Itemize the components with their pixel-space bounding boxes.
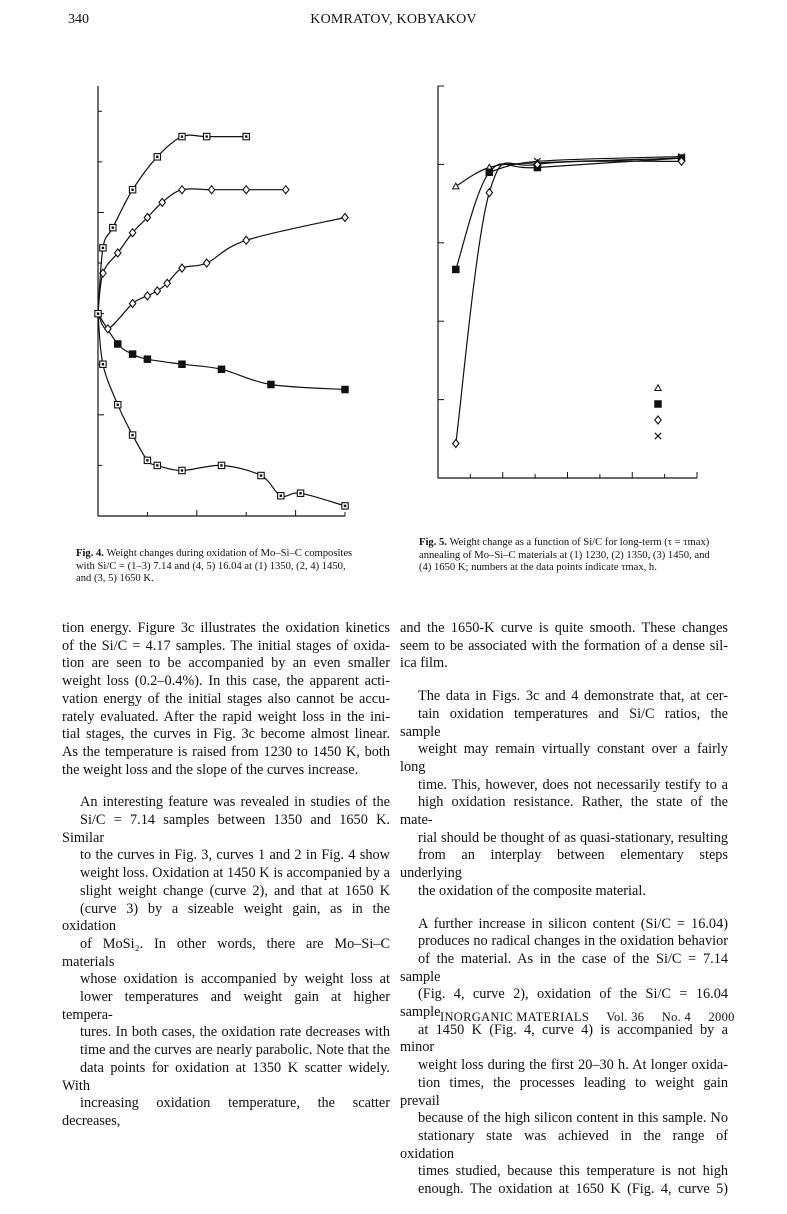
series-5-point-center — [181, 135, 183, 137]
body-left-column — [62, 620, 390, 1146]
page-number: 340 — [68, 12, 89, 27]
series-3-point — [486, 189, 492, 197]
text-line: of the material. As in the case of the Si/C = 7.14 sample — [400, 950, 728, 985]
text-line: of the Si/C = 4.17 samples. The initial stages of oxida- — [62, 637, 390, 654]
series-3-line — [98, 189, 286, 314]
text-line: weight loss (0.2–0.4%). In this case, the apparent acti- — [62, 673, 390, 690]
series-3-point — [159, 198, 165, 206]
series-1-point-center — [260, 474, 262, 476]
series-3-point — [453, 440, 459, 448]
text-line: Si/C = 7.14 samples between 1350 and 1650 K. Similar — [62, 812, 390, 846]
paragraph — [400, 620, 728, 673]
figure-4-caption-text: Weight changes during oxidation of Mo–Si–C composites with Si/C = (1–3) 7.14 and (4, 5) 16.04 at (1) 1350, (2, 4) 1450, and (3, 5) 1650 K. — [76, 548, 353, 585]
series-1-point-center — [181, 469, 183, 471]
footer-journal: INORGANIC MATERIALS — [440, 1010, 590, 1024]
series-3-line — [456, 161, 682, 443]
legend-marker-4 — [655, 433, 661, 439]
text-line: As the temperature is raised from 1230 to 1450 K, both — [62, 743, 390, 760]
footer-issue: No. 4 — [661, 1010, 692, 1024]
series-1-point-center — [280, 495, 282, 497]
text-line: The data in Figs. 3c and 4 demonstrate that, at cer- — [418, 688, 728, 705]
series-1-point-center — [117, 404, 119, 406]
series-2-point — [453, 266, 459, 272]
series-2-point — [218, 366, 224, 372]
series-3-point — [179, 186, 185, 194]
text-line: rately evaluated. After the rapid weight loss in the ini- — [62, 708, 390, 725]
text-line: vation energy of the initial stages also cannot be accu- — [62, 690, 390, 707]
figure-5-caption-label: Fig. 5. — [419, 537, 447, 548]
figure-5-caption — [419, 537, 719, 575]
text-line: and the 1650-K curve is quite smooth. These changes — [400, 620, 728, 636]
figure-5-caption-text: Weight change as a function of Si/C for long-term (τ = τmax) annealing of Mo–Si–C materials at (1) 1230, (2) 1350, (3) 1450, and (4) 1650 K; numbers at the data points indicate τmax, h. — [419, 537, 710, 574]
paragraph — [62, 794, 390, 1130]
text-line: time and the curves are nearly parabolic. Note that the — [80, 1042, 390, 1059]
text-line: from an interplay between elementary steps underlying — [400, 847, 728, 882]
text-line: high oxidation resistance. Rather, the state of the mate- — [400, 794, 728, 829]
series-1-point-center — [156, 464, 158, 466]
series-5-point-center — [131, 189, 133, 191]
series-3-point — [208, 186, 214, 194]
text-line: (Fig. 4, curve 2), oxidation of the Si/C = 16.04 sample — [400, 986, 728, 1021]
series-5-point-center — [112, 226, 114, 228]
series-2-point — [342, 386, 348, 392]
paragraph — [62, 620, 390, 779]
footer-volume: Vol. 36 — [606, 1010, 645, 1024]
text-line: tion energy. Figure 3c illustrates the oxidation kinetics — [62, 620, 390, 636]
series-2-point — [144, 356, 150, 362]
text-line: time. This, however, does not necessarily testify to a — [418, 776, 728, 793]
series-2-point — [115, 341, 121, 347]
series-1-line — [98, 314, 345, 506]
origin-point-center — [97, 312, 99, 314]
series-1-point-center — [131, 434, 133, 436]
text-line: A further increase in silicon content (Si/C = 16.04) — [418, 915, 728, 932]
series-3-point — [283, 186, 289, 194]
text-line: to the curves in Fig. 3, curves 1 and 2 in Fig. 4 show — [80, 847, 390, 864]
series-4-point — [179, 264, 185, 272]
text-line: tion are seen to be accompanied by an even smaller — [62, 655, 390, 672]
text-line: (curve 3) by a sizeable weight gain, as in the oxidation — [62, 900, 390, 935]
text-line: whose oxidation is accompanied by weight loss at — [80, 971, 390, 988]
text-line: stationary state was achieved in the range of oxidation — [400, 1127, 728, 1162]
series-1-point — [453, 183, 459, 189]
series-1-point-center — [299, 492, 301, 494]
text-line: at 1450 K (Fig. 4, curve 4) is accompanied by a minor — [400, 1021, 728, 1056]
series-3-point — [243, 186, 249, 194]
text-line: lower temperatures and weight gain at higher tempera- — [62, 989, 390, 1023]
figure-5-chart — [390, 58, 730, 528]
series-4-point — [154, 287, 160, 295]
paragraph — [400, 916, 728, 1199]
series-1-point-center — [146, 459, 148, 461]
text-line: the oxidation of the composite material. — [418, 882, 646, 899]
text-line: data points for oxidation at 1350 K scatter widely. With — [62, 1059, 390, 1094]
figure-4-caption-label: Fig. 4. — [76, 548, 104, 559]
text-line: weight may remain virtually constant over a fairly long — [400, 741, 728, 775]
paragraph — [400, 688, 728, 900]
text-line: tures. In both cases, the oxidation rate decreases with — [80, 1024, 390, 1041]
text-line: enough. The oxidation at 1650 K (Fig. 4, curve 5) — [418, 1181, 728, 1198]
series-2-point — [268, 381, 274, 387]
text-line: seem to be associated with the formation of a dense sil- — [400, 637, 728, 654]
text-line: the weight loss and the slope of the curves increase. — [62, 761, 359, 778]
text-line: increasing oxidation temperature, the scatter decreases, — [62, 1095, 390, 1129]
series-5-line — [98, 135, 246, 314]
text-line: slight weight change (curve 2), and that at 1650 K — [80, 882, 390, 899]
series-1-point-center — [344, 505, 346, 507]
text-line: weight loss during the first 20–30 h. At longer oxida- — [418, 1057, 728, 1074]
text-line: An interesting feature was revealed in studies of the — [80, 794, 390, 811]
series-5-point-center — [102, 247, 104, 249]
series-4-point — [203, 259, 209, 267]
series-4-point — [243, 236, 249, 244]
text-line: tial stages, the curves in Fig. 3c become almost linear. — [62, 726, 390, 743]
text-line: of MoSi₂. In other words, there are Mo–Si–C materials — [62, 935, 390, 970]
text-line: because of the high silicon content in this sample. No — [418, 1110, 728, 1127]
text-line: ica film. — [400, 655, 448, 672]
series-1-point-center — [102, 363, 104, 365]
series-5-point-center — [156, 156, 158, 158]
figure-4-chart — [40, 58, 370, 548]
body-right-column — [400, 620, 728, 1214]
text-line: weight loss. Oxidation at 1450 K is accompanied by a — [80, 865, 390, 882]
running-header-authors: KOMRATOV, KOBYAKOV — [310, 12, 477, 27]
series-2-point — [129, 351, 135, 357]
series-5-point-center — [205, 135, 207, 137]
text-line: produces no radical changes in the oxidation behavior — [418, 933, 728, 950]
legend-marker-3 — [655, 416, 661, 424]
series-5-point-center — [245, 135, 247, 137]
text-line: rial should be thought of as quasi-stationary, resulting — [418, 829, 728, 846]
series-1-point-center — [220, 464, 222, 466]
text-line: tion times, the processes leading to weight gain prevail — [400, 1074, 728, 1109]
legend-marker-1 — [655, 385, 661, 391]
text-line: tain oxidation temperatures and Si/C ratios, the sample — [400, 705, 728, 740]
legend-marker-2 — [655, 401, 661, 407]
series-4-point — [342, 214, 348, 222]
footer-year: 2000 — [708, 1010, 735, 1024]
series-2-point — [179, 361, 185, 367]
figure-4-caption — [76, 548, 358, 586]
text-line: times studied, because this temperature is not high — [418, 1163, 728, 1180]
series-4-point — [144, 292, 150, 300]
page-footer — [440, 1010, 749, 1025]
